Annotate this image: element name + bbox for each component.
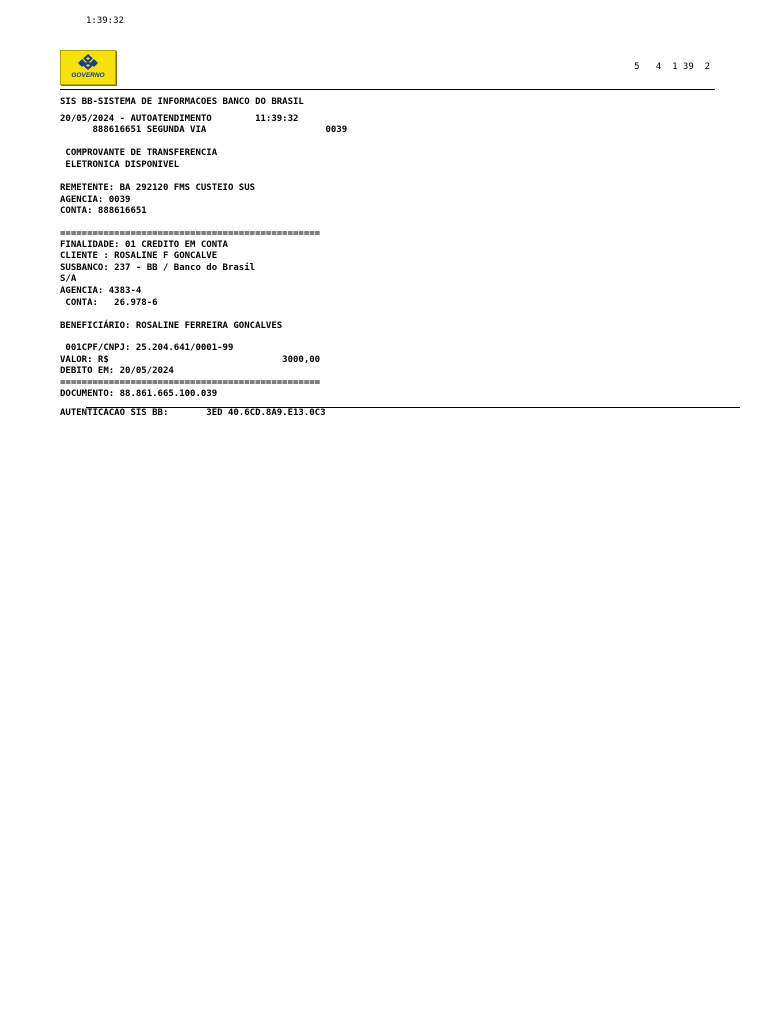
document-line: DOCUMENTO: 88.861.665.100.039: [60, 389, 218, 399]
client-line: CLIENTE : ROSALINE F GONCALVE: [60, 251, 218, 261]
sender-account-line: CONTA: 888616651: [60, 206, 147, 216]
debit-date-line: DEBITO EM: 20/05/2024: [60, 366, 174, 376]
purpose-line: FINALIDADE: 01 CREDITO EM CONTA: [60, 240, 228, 250]
account-copy-line: 888616651 SEGUNDA VIA 0039: [60, 125, 348, 135]
receipt-title-line-2: ELETRONICA DISPONIVEL: [60, 160, 180, 170]
header-divider: [60, 89, 715, 90]
separator-line: ================================================: [60, 378, 321, 388]
print-time: 1:39:32: [86, 16, 124, 26]
sender-line: REMETENTE: BA 292120 FMS CUSTEIO SUS: [60, 183, 256, 193]
cpf-cnpj-line: 001CPF/CNPJ: 25.204.641/0001-99: [60, 343, 234, 353]
bank-line: SUSBANCO: 237 - BB / Banco do Brasil: [60, 263, 256, 273]
logo-text: GOVERNO: [71, 72, 105, 79]
bank-logo: [60, 50, 116, 85]
receipt-title-line-1: COMPROVANTE DE TRANSFERENCIA: [60, 148, 218, 158]
page-code: 5 4 1 39 2: [634, 62, 710, 72]
date-channel-line: 20/05/2024 - AUTOATENDIMENTO 11:39:32: [60, 114, 299, 124]
amount-line: VALOR: R$ 3000,00: [60, 355, 321, 365]
bank-line-cont: S/A: [60, 274, 77, 284]
sender-agency-line: AGENCIA: 0039: [60, 195, 131, 205]
system-title: SIS BB-SISTEMA DE INFORMACOES BANCO DO BRASIL: [60, 97, 304, 107]
beneficiary-line: BENEFICIÁRIO: ROSALINE FERREIRA GONCALVES: [60, 321, 283, 331]
authentication-line: AUTENTICACAO SIS BB: 3ED 40.6CD.8A9.E13.0C3: [60, 408, 326, 418]
bb-logo-icon: [78, 54, 98, 72]
dest-account-line: CONTA: 26.978-6: [60, 298, 158, 308]
separator-line: ================================================: [60, 229, 321, 239]
dest-agency-line: AGENCIA: 4383-4: [60, 286, 142, 296]
